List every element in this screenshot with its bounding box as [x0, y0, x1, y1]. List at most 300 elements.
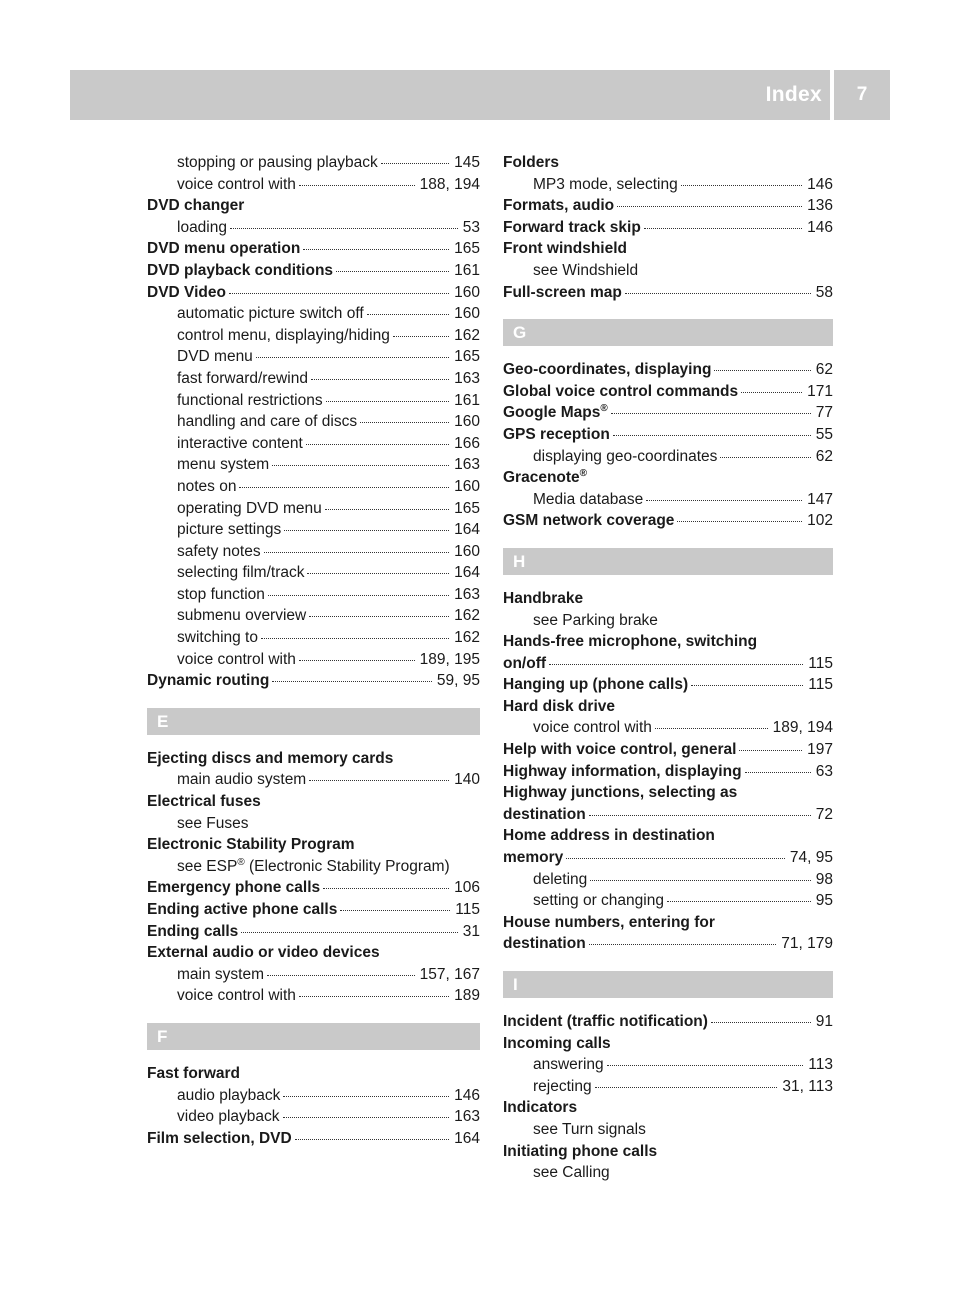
page-reference: 113 — [808, 1056, 833, 1074]
page-reference: 91 — [815, 1013, 833, 1030]
page-reference: 164 — [454, 521, 480, 539]
index-entry[interactable] — [503, 282, 833, 304]
index-cross-reference — [503, 260, 833, 282]
dot-leader — [745, 772, 811, 773]
index-subentry[interactable] — [147, 1106, 480, 1128]
section-letter-header: E — [147, 708, 480, 735]
index-entry[interactable] — [503, 933, 833, 955]
index-subentry[interactable] — [147, 562, 480, 584]
dot-leader — [283, 1117, 450, 1118]
index-heading — [147, 1063, 480, 1085]
entry-term — [177, 325, 390, 347]
section-letter-header: F — [147, 1023, 480, 1050]
index-entry[interactable] — [147, 282, 480, 304]
page-reference: 160 — [454, 305, 480, 323]
index-entry[interactable] — [147, 1128, 480, 1150]
entry-term-text: MP3 mode, selecting — [533, 175, 678, 193]
page-reference: 77 — [815, 404, 833, 422]
index-subentry[interactable] — [503, 890, 833, 912]
entry-term-text: Formats, audio — [503, 197, 615, 215]
page-reference: 171 — [807, 382, 833, 400]
dot-leader — [714, 370, 810, 371]
index-entry[interactable] — [503, 381, 833, 403]
entry-term-text: Film selection, DVD — [147, 1129, 292, 1147]
index-entry[interactable] — [503, 510, 833, 532]
entry-term — [177, 390, 323, 412]
page-reference: 188, 194 — [419, 175, 480, 193]
entry-term-text: Google Maps — [503, 404, 601, 422]
index-entry[interactable] — [503, 653, 833, 675]
index-entry[interactable] — [503, 674, 833, 696]
entry-term-text: interactive content — [177, 434, 303, 452]
index-subentry[interactable] — [147, 627, 480, 649]
dot-leader — [264, 552, 450, 553]
entry-term-text: fast forward/rewind — [177, 369, 308, 387]
page-reference: 145 — [454, 154, 480, 171]
dot-leader — [646, 500, 802, 501]
index-cross-reference — [147, 856, 480, 878]
dot-leader — [326, 401, 450, 402]
dot-leader — [283, 1096, 449, 1097]
index-entry[interactable] — [147, 670, 480, 692]
page-reference: 102 — [807, 512, 833, 530]
entry-term — [177, 217, 227, 239]
entry-term — [503, 282, 622, 304]
index-entry[interactable] — [503, 217, 833, 239]
entry-term: DVD changer — [147, 197, 245, 215]
entry-term — [503, 847, 563, 869]
index-subentry[interactable] — [147, 649, 480, 671]
page-reference: 146 — [807, 218, 833, 236]
dot-leader — [241, 932, 457, 933]
entry-term — [177, 152, 378, 174]
entry-term — [177, 1085, 280, 1107]
index-heading — [503, 1033, 833, 1055]
index-subentry[interactable] — [147, 964, 480, 986]
entry-term — [147, 1128, 292, 1150]
page-reference: 115 — [455, 901, 480, 918]
index-heading — [503, 782, 833, 804]
entry-term-text: voice control with — [533, 719, 652, 737]
entry-term — [177, 541, 261, 563]
dot-leader — [590, 880, 810, 881]
dot-leader — [711, 1022, 811, 1023]
dot-leader — [295, 1139, 449, 1140]
dot-leader — [739, 750, 802, 751]
index-subentry[interactable] — [147, 390, 480, 412]
dot-leader — [268, 595, 449, 596]
entry-term-text: displaying geo-coordinates — [533, 447, 718, 465]
dot-leader — [667, 901, 811, 902]
page-reference: 95 — [815, 892, 833, 910]
index-heading — [503, 825, 833, 847]
entry-term — [533, 717, 652, 739]
entry-term-text: Hanging up (phone calls) — [503, 676, 689, 694]
index-subentry[interactable] — [503, 1076, 833, 1098]
index-subentry[interactable] — [147, 476, 480, 498]
index-subentry[interactable] — [147, 605, 480, 627]
index-entry[interactable] — [503, 359, 833, 381]
index-heading — [503, 238, 833, 260]
dot-leader — [306, 444, 449, 445]
entry-term-text: stopping or pausing playback — [177, 154, 378, 171]
index-subentry[interactable] — [147, 411, 480, 433]
entry-term — [177, 498, 322, 520]
entry-term — [533, 1054, 604, 1076]
entry-term-text: safety notes — [177, 542, 261, 560]
entry-term: External audio or video devices — [147, 944, 380, 962]
page-reference: 189, 194 — [772, 719, 833, 737]
entry-term: Front windshield — [503, 240, 627, 258]
page-reference: 62 — [815, 361, 833, 379]
dot-leader — [309, 780, 449, 781]
dot-leader — [325, 509, 449, 510]
entry-term-suffix: (Electronic Stability Program) — [244, 857, 450, 875]
entry-term — [177, 368, 308, 390]
index-heading — [503, 467, 833, 489]
entry-term — [177, 174, 296, 196]
index-subentry[interactable] — [503, 1054, 833, 1076]
page-reference: 162 — [454, 326, 480, 344]
entry-term-text: notes on — [177, 477, 237, 495]
section-letter-header: I — [503, 971, 833, 998]
entry-term — [533, 890, 664, 912]
page-reference: 71, 179 — [781, 935, 833, 953]
entry-term: see ESP — [177, 857, 238, 875]
entry-term: Ejecting discs and memory cards — [147, 749, 394, 767]
dot-leader — [303, 249, 449, 250]
entry-term — [503, 402, 608, 424]
entry-term: Indicators — [503, 1099, 578, 1117]
entry-term: see Turn signals — [533, 1120, 646, 1138]
index-heading — [147, 748, 480, 770]
index-subentry[interactable] — [147, 174, 480, 196]
entry-term-text: submenu overview — [177, 607, 307, 625]
entry-term-text: GPS reception — [503, 425, 610, 443]
entry-term-text: destination — [503, 935, 586, 953]
dot-leader — [267, 975, 415, 976]
entry-term-text: selecting film/track — [177, 564, 305, 582]
entry-term-text: DVD menu operation — [147, 240, 301, 258]
entry-term — [503, 424, 610, 446]
index-heading — [147, 195, 480, 217]
entry-term-text: memory — [503, 849, 564, 867]
entry-term — [177, 964, 264, 986]
entry-term — [503, 804, 586, 826]
entry-term-text: Incident (traffic notification) — [503, 1013, 708, 1030]
entry-term — [503, 1011, 708, 1033]
entry-term-text: menu system — [177, 456, 270, 474]
entry-term-text: control menu, displaying/hiding — [177, 326, 390, 344]
entry-term — [147, 238, 300, 260]
entry-term-text: rejecting — [533, 1077, 592, 1095]
page-reference: 106 — [454, 879, 480, 897]
entry-term — [503, 381, 738, 403]
entry-term — [147, 877, 320, 899]
index-heading — [503, 631, 833, 653]
dot-leader — [336, 271, 449, 272]
entry-term — [177, 769, 306, 791]
dot-leader — [272, 465, 449, 466]
index-subentry[interactable] — [147, 433, 480, 455]
entry-term-text: Ending calls — [147, 922, 239, 940]
page-reference: 197 — [807, 741, 833, 759]
entry-term — [503, 195, 614, 217]
entry-term-text: voice control with — [177, 175, 296, 193]
entry-term: see Calling — [533, 1164, 610, 1182]
dot-leader — [323, 888, 449, 889]
dot-leader — [607, 1065, 804, 1066]
index-subentry[interactable] — [147, 303, 480, 325]
index-subentry[interactable] — [147, 152, 480, 174]
page-reference: 160 — [454, 542, 480, 560]
index-subentry[interactable] — [147, 541, 480, 563]
page-reference: 31, 113 — [782, 1077, 833, 1095]
page-reference: 55 — [815, 425, 833, 443]
entry-term-text: functional restrictions — [177, 391, 323, 409]
dot-leader — [272, 681, 432, 682]
page-reference: 146 — [454, 1086, 480, 1104]
index-heading — [503, 1141, 833, 1163]
entry-term-text: automatic picture switch off — [177, 305, 364, 323]
index-entry[interactable] — [503, 739, 833, 761]
entry-term-text: DVD Video — [147, 283, 226, 301]
dot-leader — [549, 664, 803, 665]
index-subentry[interactable] — [147, 519, 480, 541]
index-subentry[interactable] — [147, 584, 480, 606]
entry-term-text: main audio system — [177, 771, 307, 789]
entry-term: House numbers, entering for — [503, 913, 715, 931]
index-heading — [503, 588, 833, 610]
page-reference: 136 — [807, 197, 833, 215]
entry-term — [177, 346, 253, 368]
entry-term — [177, 562, 304, 584]
index-subentry[interactable] — [147, 368, 480, 390]
page-reference: 74, 95 — [789, 849, 833, 867]
entry-term — [533, 869, 587, 891]
dot-leader — [229, 293, 449, 294]
index-heading — [503, 696, 833, 718]
dot-leader — [617, 206, 802, 207]
entry-term — [147, 899, 337, 921]
dot-leader — [393, 336, 449, 337]
entry-term-text: Ending active phone calls — [147, 901, 338, 918]
page-reference: 115 — [808, 654, 833, 672]
section-letter-header: H — [503, 548, 833, 575]
entry-term: see Parking brake — [533, 611, 658, 629]
dot-leader — [311, 379, 449, 380]
page-reference: 62 — [815, 447, 833, 465]
registered-mark: ® — [600, 403, 608, 415]
entry-term — [147, 260, 333, 282]
dot-leader — [256, 357, 449, 358]
page-reference: 162 — [454, 629, 480, 647]
page-reference: 115 — [808, 676, 833, 694]
entry-term — [533, 1076, 592, 1098]
page-reference: 161 — [454, 261, 480, 279]
entry-term-text: on/off — [503, 654, 547, 672]
entry-term — [177, 627, 258, 649]
entry-term: Electrical fuses — [147, 793, 261, 811]
dot-leader — [367, 314, 449, 315]
page-reference: 72 — [815, 805, 833, 823]
page-reference: 147 — [807, 490, 833, 508]
entry-term-text: DVD menu — [177, 348, 253, 366]
entry-term — [533, 489, 643, 511]
entry-term-text: Forward track skip — [503, 218, 641, 236]
entry-term-text: voice control with — [177, 987, 296, 1005]
index-entry[interactable] — [147, 238, 480, 260]
index-entry[interactable] — [503, 761, 833, 783]
index-entry[interactable] — [503, 804, 833, 826]
entry-term — [177, 649, 296, 671]
index-heading — [147, 834, 480, 856]
page-reference: 98 — [815, 870, 833, 888]
index-entry[interactable] — [147, 921, 480, 943]
dot-leader — [360, 422, 449, 423]
entry-term: see Fuses — [177, 814, 249, 832]
entry-term-text: video playback — [177, 1108, 280, 1126]
page-title: Index — [765, 83, 822, 106]
index-subentry[interactable] — [147, 1085, 480, 1107]
page-reference: 189, 195 — [419, 650, 480, 668]
dot-leader — [611, 413, 811, 414]
dot-leader — [691, 685, 803, 686]
index-subentry[interactable] — [147, 325, 480, 347]
dot-leader — [239, 487, 449, 488]
entry-term — [503, 359, 711, 381]
entry-term-text: Global voice control commands — [503, 382, 739, 400]
entry-term — [503, 510, 674, 532]
page-reference: 160 — [454, 283, 480, 301]
entry-term-text: stop function — [177, 585, 265, 603]
dot-leader — [307, 573, 449, 574]
dot-leader — [299, 660, 415, 661]
index-cross-reference — [147, 813, 480, 835]
index-cross-reference — [503, 1162, 833, 1184]
entry-term-text: Full-screen map — [503, 283, 622, 301]
index-entry[interactable] — [503, 1011, 833, 1033]
page-reference: 59, 95 — [436, 672, 480, 690]
index-entry[interactable] — [147, 260, 480, 282]
index-subentry[interactable] — [147, 498, 480, 520]
index-entry[interactable] — [503, 424, 833, 446]
dot-leader — [299, 996, 449, 997]
dot-leader — [299, 185, 415, 186]
entry-term-text: operating DVD menu — [177, 499, 322, 517]
entry-term — [177, 985, 296, 1007]
index-subentry[interactable] — [503, 869, 833, 891]
entry-term — [533, 174, 678, 196]
entry-term: Initiating phone calls — [503, 1142, 658, 1160]
dot-leader — [309, 616, 449, 617]
index-heading — [147, 791, 480, 813]
dot-leader — [589, 944, 777, 945]
entry-term — [147, 282, 226, 304]
entry-term-text: Geo-coordinates, displaying — [503, 361, 712, 379]
index-subentry[interactable] — [147, 217, 480, 239]
index-subentry[interactable] — [503, 174, 833, 196]
page-reference: 140 — [454, 771, 480, 789]
entry-term — [177, 411, 357, 433]
page-reference: 161 — [454, 391, 480, 409]
entry-term: Hands-free microphone, switching — [503, 633, 758, 651]
entry-term-text: audio playback — [177, 1086, 281, 1104]
dot-leader — [681, 185, 802, 186]
entry-term-text: Dynamic routing — [147, 672, 270, 690]
entry-term — [177, 519, 281, 541]
index-entry[interactable] — [503, 195, 833, 217]
index-cross-reference — [503, 1119, 833, 1141]
page-reference: 165 — [454, 348, 480, 366]
index-heading — [503, 1097, 833, 1119]
entry-term-text: answering — [533, 1056, 604, 1074]
entry-term-text: Emergency phone calls — [147, 879, 321, 897]
entry-term: Hard disk drive — [503, 697, 615, 715]
page-number: 7 — [856, 84, 868, 105]
entry-term-text: handling and care of discs — [177, 413, 358, 431]
entry-term — [177, 605, 306, 627]
entry-term: Incoming calls — [503, 1034, 611, 1052]
page-reference: 146 — [807, 175, 833, 193]
index-subentry[interactable] — [503, 717, 833, 739]
page-reference: 163 — [454, 585, 480, 603]
index-subentry[interactable] — [147, 454, 480, 476]
index-heading — [503, 152, 833, 174]
page-reference: 166 — [454, 434, 480, 452]
index-subentry[interactable] — [147, 985, 480, 1007]
entry-term — [177, 303, 364, 325]
section-letter-header: G — [503, 319, 833, 346]
index-entry[interactable] — [147, 899, 480, 921]
index-subentry[interactable] — [503, 489, 833, 511]
entry-term-text: switching to — [177, 629, 258, 647]
entry-term — [503, 653, 546, 675]
entry-term-text: deleting — [533, 870, 588, 888]
index-entry[interactable] — [147, 877, 480, 899]
index-subentry[interactable] — [147, 769, 480, 791]
entry-term — [177, 1106, 280, 1128]
entry-term-text: GSM network coverage — [503, 512, 675, 530]
entry-term-text: loading — [177, 218, 227, 236]
dot-leader — [677, 521, 802, 522]
entry-term-text: DVD playback conditions — [147, 261, 334, 279]
dot-leader — [741, 392, 802, 393]
index-subentry[interactable] — [147, 346, 480, 368]
entry-term — [147, 921, 238, 943]
dot-leader — [566, 858, 785, 859]
dot-leader — [589, 815, 811, 816]
dot-leader — [284, 530, 449, 531]
index-cross-reference — [503, 610, 833, 632]
index-column-right — [503, 152, 833, 1184]
dot-leader — [625, 293, 811, 294]
entry-term-text: destination — [503, 805, 586, 823]
page-reference: 164 — [454, 564, 480, 582]
index-entry[interactable] — [503, 402, 833, 424]
index-entry[interactable] — [503, 847, 833, 869]
entry-term: Home address in destination — [503, 827, 715, 845]
dot-leader — [613, 435, 811, 436]
entry-term-text: Highway information, displaying — [503, 762, 742, 780]
dot-leader — [595, 1087, 778, 1088]
page-reference: 160 — [454, 413, 480, 431]
dot-leader — [381, 163, 449, 164]
entry-term: Electronic Stability Program — [147, 836, 355, 854]
index-subentry[interactable] — [503, 446, 833, 468]
entry-term-text: voice control with — [177, 650, 296, 668]
page-reference: 157, 167 — [419, 965, 480, 983]
